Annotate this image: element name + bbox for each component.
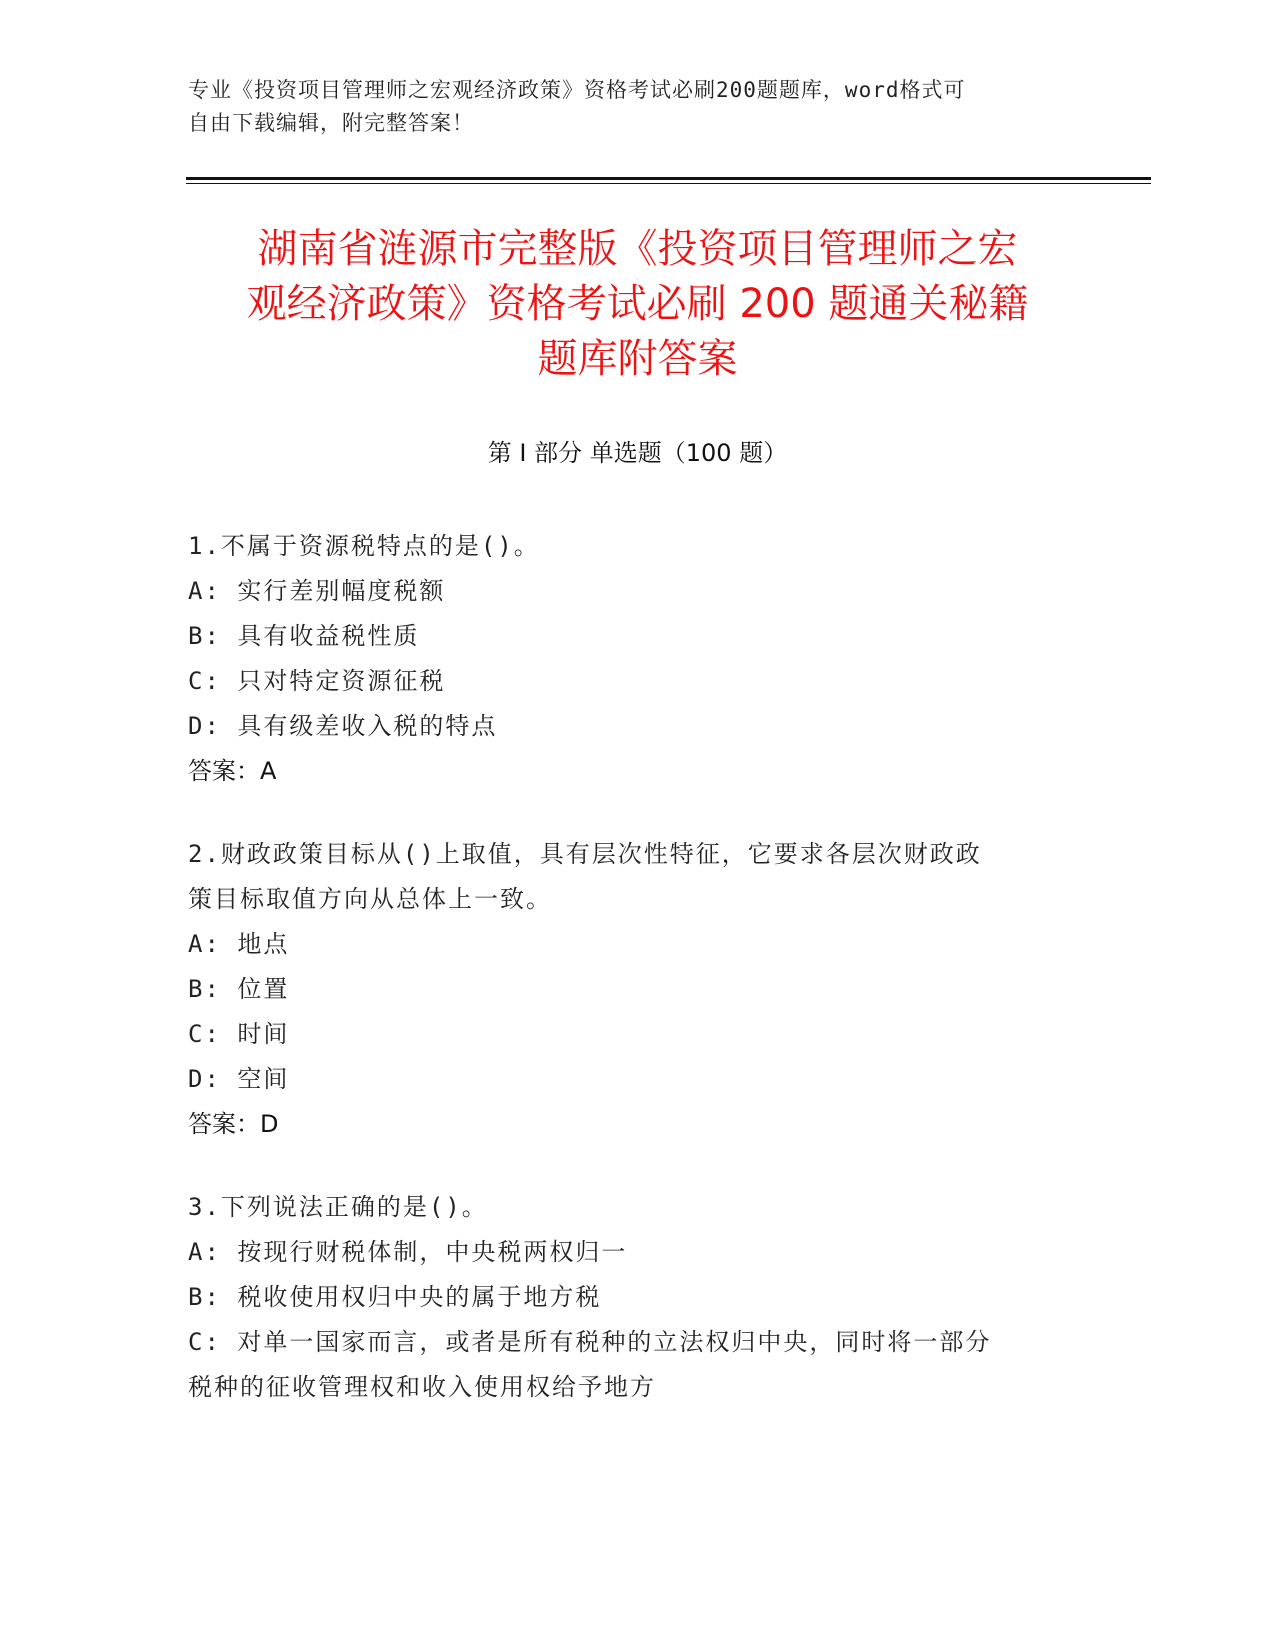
question-stem-line-1: 2.财政政策目标从()上取值，具有层次性特征，它要求各层次财政政 xyxy=(188,840,982,868)
option-a: A: 地点 xyxy=(188,930,290,958)
option-c: C: 只对特定资源征税 xyxy=(188,667,446,695)
header-divider-thin xyxy=(186,183,1151,184)
option-c-line-1: C: 对单一国家而言，或者是所有税种的立法权归中央，同时将一部分 xyxy=(188,1328,992,1356)
header-note-line-1: 专业《投资项目管理师之宏观经济政策》资格考试必刷200题题库，word格式可 xyxy=(188,78,966,102)
question-list xyxy=(188,524,1068,1448)
option-c-line-2: 税种的征收管理权和收入使用权给予地方 xyxy=(188,1373,656,1401)
option-b: B: 具有收益税性质 xyxy=(188,622,420,650)
question-stem: 3.下列说法正确的是()。 xyxy=(188,1193,488,1221)
option-b: B: 位置 xyxy=(188,975,290,1003)
answer-line: 答案：D xyxy=(188,1110,279,1138)
option-d: D: 具有级差收入税的特点 xyxy=(188,712,498,740)
option-a: A: 实行差别幅度税额 xyxy=(188,577,446,605)
answer-line: 答案：A xyxy=(188,757,277,785)
header-note xyxy=(188,74,1068,140)
title-line-1: 湖南省涟源市完整版《投资项目管理师之宏 xyxy=(257,226,1018,272)
question-3 xyxy=(188,1185,1068,1410)
question-stem: 1.不属于资源税特点的是()。 xyxy=(188,532,540,560)
question-1 xyxy=(188,524,1068,794)
option-a: A: 按现行财税体制，中央税两权归一 xyxy=(188,1238,628,1266)
title-line-2: 观经济政策》资格考试必刷 200 题通关秘籍 xyxy=(246,281,1029,327)
option-b: B: 税收使用权归中央的属于地方税 xyxy=(188,1283,602,1311)
header-note-line-2: 自由下载编辑，附完整答案！ xyxy=(188,111,474,135)
option-c: C: 时间 xyxy=(188,1020,290,1048)
option-d: D: 空间 xyxy=(188,1065,290,1093)
header-divider-thick xyxy=(186,177,1151,180)
section-heading: 第 I 部分 单选题（100 题） xyxy=(487,439,788,467)
title-line-3: 题库附答案 xyxy=(537,336,738,382)
document-title xyxy=(170,222,1105,387)
question-2 xyxy=(188,832,1068,1147)
question-stem-line-2: 策目标取值方向从总体上一致。 xyxy=(188,885,552,913)
